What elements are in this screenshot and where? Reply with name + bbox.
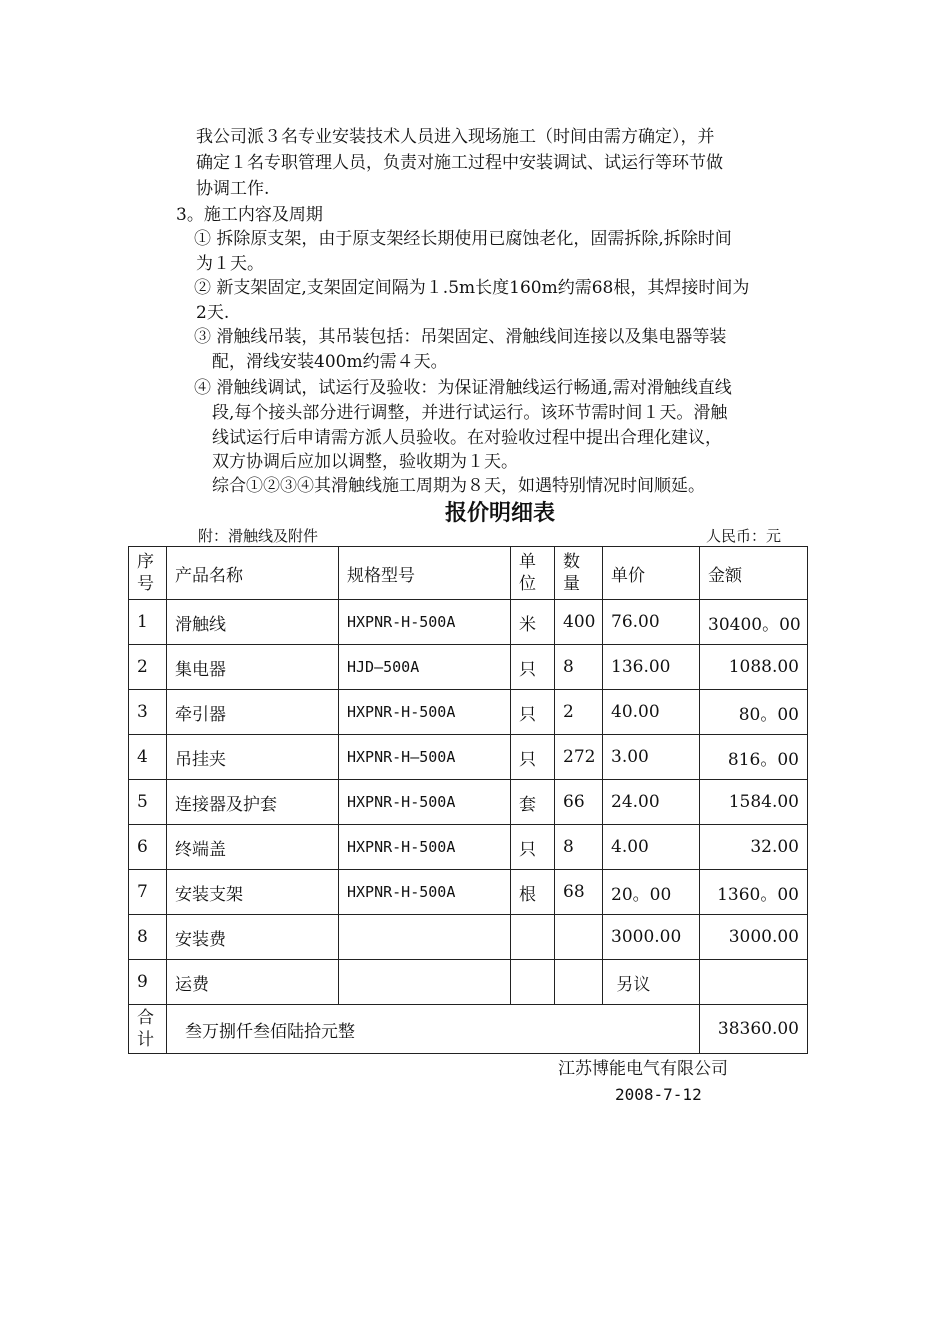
- body-line-1: 我公司派３名专业安装技术人员进入现场施工（时间由需方确定），并: [196, 127, 715, 147]
- cell-unit: 只: [511, 735, 555, 780]
- body-line-3: 协调工作.: [196, 179, 270, 199]
- table-row: [129, 780, 808, 825]
- cell-unit: 只: [511, 690, 555, 735]
- step-2-line-1: ② 新支架固定,支架固定间隔为１.5m长度160m约需68根，其焊接时间为: [194, 278, 750, 298]
- cell-spec: HXPNR-H-500A: [339, 780, 511, 825]
- cell-seq: 5: [129, 780, 167, 825]
- cell-amount: 1088.00: [700, 645, 808, 690]
- cell-amount: 80。00: [700, 690, 808, 735]
- summary-line: 综合①②③④其滑触线施工周期为８天，如遇特别情况时间顺延。: [212, 476, 705, 496]
- table-row: [129, 735, 808, 780]
- cell-spec: HXPNR-H-500A: [339, 870, 511, 915]
- step-4-line-3: 线试运行后申请需方派人员验收。在对验收过程中提出合理化建议，: [212, 428, 722, 448]
- section-heading: 3。施工内容及周期: [176, 205, 323, 225]
- cell-unit: 米: [511, 600, 555, 645]
- header-name: 产品名称: [167, 547, 339, 600]
- header-qty: 数 量: [555, 547, 603, 600]
- cell-name: 运费: [167, 960, 339, 1005]
- table-row: [129, 870, 808, 915]
- cell-amount: 3000.00: [700, 915, 808, 960]
- cell-name: 连接器及护套: [167, 780, 339, 825]
- step-1-line-1: ① 拆除原支架，由于原支架经长期使用已腐蚀老化，固需拆除,拆除时间: [194, 229, 732, 249]
- company-name: 江苏博能电气有限公司: [558, 1059, 728, 1079]
- cell-spec: HXPNR-H-500A: [339, 600, 511, 645]
- step-2-line-2: 2天.: [196, 303, 230, 323]
- cell-spec: HXPNR-H—500A: [339, 735, 511, 780]
- cell-name: 安装费: [167, 915, 339, 960]
- cell-spec: HXPNR-H-500A: [339, 690, 511, 735]
- attachment-label: 附：滑触线及附件: [198, 527, 319, 545]
- cell-price: 24.00: [603, 780, 700, 825]
- cell-unit: 套: [511, 780, 555, 825]
- step-1-line-2: 为１天。: [196, 254, 264, 274]
- table-row: [129, 960, 808, 1005]
- cell-name: 滑触线: [167, 600, 339, 645]
- header-spec: 规格型号: [339, 547, 511, 600]
- cell-amount: 32.00: [700, 825, 808, 870]
- cell-name: 安装支架: [167, 870, 339, 915]
- cell-price: 76.00: [603, 600, 700, 645]
- cell-price: 4.00: [603, 825, 700, 870]
- table-header-row: [129, 547, 808, 600]
- cell-seq: 1: [129, 600, 167, 645]
- cell-unit: 根: [511, 870, 555, 915]
- cell-spec: [339, 960, 511, 1005]
- table-total-row: [129, 1005, 808, 1054]
- header-price: 单价: [603, 547, 700, 600]
- quote-table: [128, 546, 808, 1054]
- cell-seq: 2: [129, 645, 167, 690]
- cell-qty: [555, 915, 603, 960]
- table-row: [129, 915, 808, 960]
- cell-spec: [339, 915, 511, 960]
- cell-seq: 9: [129, 960, 167, 1005]
- cell-qty: 2: [555, 690, 603, 735]
- cell-price: 136.00: [603, 645, 700, 690]
- cell-seq: 3: [129, 690, 167, 735]
- header-amount: 金额: [700, 547, 808, 600]
- cell-qty: [555, 960, 603, 1005]
- currency-label: 人民币：元: [706, 527, 782, 545]
- cell-price: 另议: [603, 960, 700, 1005]
- step-4-line-1: ④ 滑触线调试，试运行及验收：为保证滑触线运行畅通,需对滑触线直线: [194, 378, 732, 398]
- cell-price: 40.00: [603, 690, 700, 735]
- cell-name: 集电器: [167, 645, 339, 690]
- cell-name: 终端盖: [167, 825, 339, 870]
- cell-name: 吊挂夹: [167, 735, 339, 780]
- cell-seq: 6: [129, 825, 167, 870]
- table-row: [129, 825, 808, 870]
- table-row: [129, 600, 808, 645]
- cell-amount: 816。00: [700, 735, 808, 780]
- cell-unit: [511, 960, 555, 1005]
- cell-qty: 400: [555, 600, 603, 645]
- cell-spec: HXPNR-H-500A: [339, 825, 511, 870]
- cell-price: 20。00: [603, 870, 700, 915]
- step-3-line-1: ③ 滑触线吊装，其吊装包括：吊架固定、滑触线间连接以及集电器等装: [194, 327, 727, 347]
- header-unit: 单 位: [511, 547, 555, 600]
- cell-qty: 66: [555, 780, 603, 825]
- cell-unit: [511, 915, 555, 960]
- step-3-line-2: 配，滑线安装400m约需４天。: [212, 352, 448, 372]
- cell-price: 3.00: [603, 735, 700, 780]
- cell-qty: 8: [555, 825, 603, 870]
- cell-amount: 30400。00: [700, 600, 808, 645]
- step-4-line-4: 双方协调后应加以调整，验收期为１天。: [212, 452, 518, 472]
- table-row: [129, 645, 808, 690]
- table-row: [129, 690, 808, 735]
- cell-spec: HJD—500A: [339, 645, 511, 690]
- cell-seq: 7: [129, 870, 167, 915]
- cell-seq: 8: [129, 915, 167, 960]
- body-line-2: 确定１名专职管理人员，负责对施工过程中安装调试、试运行等环节做: [196, 153, 723, 173]
- cell-qty: 68: [555, 870, 603, 915]
- total-amount: 38360.00: [700, 1005, 808, 1054]
- cell-seq: 4: [129, 735, 167, 780]
- table-title: 报价明细表: [444, 501, 555, 526]
- cell-unit: 只: [511, 825, 555, 870]
- cell-amount: 1584.00: [700, 780, 808, 825]
- cell-name: 牵引器: [167, 690, 339, 735]
- cell-qty: 8: [555, 645, 603, 690]
- header-seq: 序 号: [129, 547, 167, 600]
- total-label: 合 计: [129, 1005, 167, 1054]
- step-4-line-2: 段,每个接头部分进行调整，并进行试运行。该环节需时间１天。滑触: [212, 403, 728, 423]
- total-words: 叁万捌仟叁佰陆拾元整: [167, 1005, 700, 1054]
- cell-amount: 1360。00: [700, 870, 808, 915]
- cell-unit: 只: [511, 645, 555, 690]
- date: 2008-7-12: [615, 1085, 702, 1104]
- cell-amount: [700, 960, 808, 1005]
- cell-qty: 272: [555, 735, 603, 780]
- cell-price: 3000.00: [603, 915, 700, 960]
